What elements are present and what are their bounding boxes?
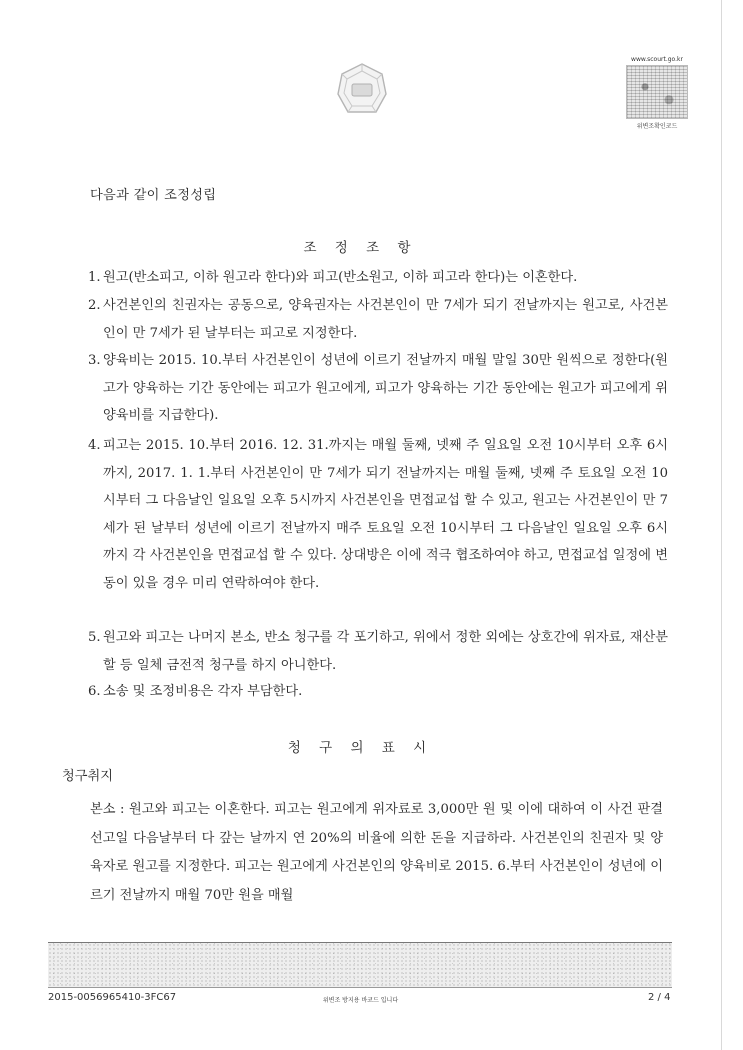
- item-text: 피고는 2015. 10.부터 2016. 12. 31.까지는 매월 둘째, 넷째 주 일요일 오전 10시부터 오후 6시까지, 2017. 1. 1.부터 사건본인이 만 7세가 되기 전날까지는 매월 둘째, 넷째 주 토요일 오전 10시부터 그 다음날인 일요일 오후 5시까지 사건본인을 면접교섭 할 수 있고, 원고는 사건본인이 만 7세가 된 날부터 성년에 이르기 전날까지 매주 토요일 오전 10시부터 그 다음날인 일요일 오후 6시까지 각 사건본인을 면접교섭 할 수 있다. 상대방은 이에 적극 협조하여야 하고, 면접교섭 일정에 변동이 있을 경우 미리 연락하여야 한다.: [103, 438, 668, 591]
- claim-heading: 청 구 의 표 시: [287, 740, 434, 756]
- barcode-caption: 위변조 방지용 바코드 입니다: [322, 997, 399, 1004]
- claim-body: 본소 : 원고와 피고는 이혼한다. 피고는 원고에게 위자료로 3,000만 원 및 이에 대하여 이 사건 판결선고일 다음날부터 다 갚는 날까지 연 20%의 비율에 의한 돈을 지급하라. 사건본인의 친권자 및 양육자로 원고를 지정한다. 피고는 원고에게 사건본인의 양육비로 2015. 6.부터 사건본인이 성년에 이르기 전날까지 매월 70만 원을 매월: [90, 802, 663, 903]
- mediation-item-4: [88, 432, 668, 597]
- page-edge-rule: [721, 0, 722, 1050]
- item-number: 1.: [88, 270, 101, 285]
- document-id: 2015-0056965410-3FC67: [48, 992, 177, 1003]
- claim-title: 청구취지: [62, 769, 113, 784]
- item-number: 5.: [88, 630, 101, 645]
- item-number: 2.: [88, 298, 101, 313]
- item-text: 소송 및 조정비용은 각자 부담한다.: [103, 684, 303, 699]
- page-number: 2 / 4: [648, 992, 671, 1003]
- verification-code-block: [626, 56, 688, 130]
- mediation-heading: 조 정 조 항: [303, 240, 418, 256]
- anti-forgery-barcode: [48, 942, 672, 988]
- court-emblem-icon: [336, 62, 388, 120]
- item-text: 원고와 피고는 나머지 본소, 반소 청구를 각 포기하고, 위에서 정한 외에는 상호간에 위자료, 재산분할 등 일체 금전적 청구를 하지 아니한다.: [103, 630, 668, 673]
- item-number: 4.: [88, 438, 101, 453]
- item-text: 사건본인의 친권자는 공동으로, 양육권자는 사건본인이 만 7세가 되기 전날까지는 원고로, 사건본인이 만 7세가 된 날부터는 피고로 지정한다.: [103, 298, 668, 341]
- mediation-item-3: [88, 347, 668, 430]
- intro-line: 다음과 같이 조정성립: [90, 188, 217, 203]
- item-number: 3.: [88, 353, 101, 368]
- qr-url: www.scourt.go.kr: [631, 56, 683, 63]
- mediation-item-6: [88, 678, 668, 706]
- item-text: 양육비는 2015. 10.부터 사건본인이 성년에 이르기 전날까지 매월 말일 30만 원씩으로 정한다(원고가 양육하는 기간 동안에는 피고가 원고에게, 피고가 양육하는 기간 동안에는 원고가 피고에게 위 양육비를 지급한다).: [103, 353, 668, 423]
- mediation-item-2: [88, 292, 668, 347]
- qr-label: 위변조확인코드: [636, 123, 678, 130]
- item-text: 원고(반소피고, 이하 원고라 한다)와 피고(반소원고, 이하 피고라 한다)는 이혼한다.: [103, 270, 578, 285]
- item-number: 6.: [88, 684, 101, 699]
- qr-code-icon: [626, 65, 688, 119]
- mediation-item-5: [88, 624, 668, 679]
- mediation-item-1: [88, 264, 668, 292]
